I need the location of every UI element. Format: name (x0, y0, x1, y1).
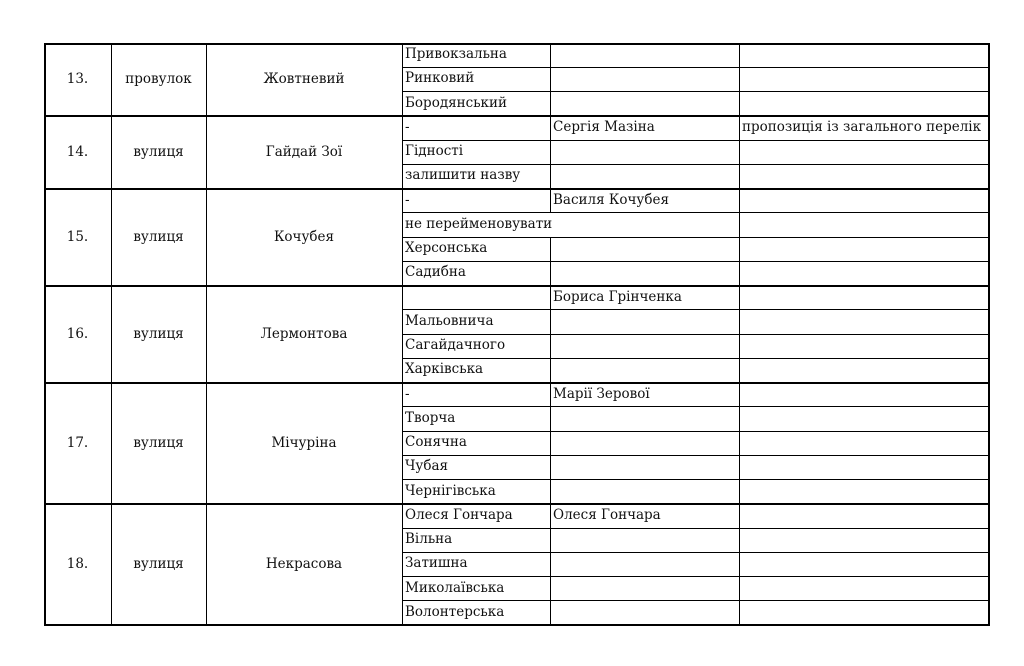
street-type: провулок (125, 71, 192, 88)
current-street-name: Некрасова (265, 556, 343, 573)
table-vline (988, 504, 990, 625)
table-hline (402, 528, 990, 529)
table-hline (402, 67, 990, 68)
table-vline (402, 286, 403, 383)
chosen-name: Василя Кочубея (553, 191, 669, 208)
current-street-name: Жовтневий (263, 71, 345, 88)
table-hline (402, 600, 990, 601)
row-number: 15. (66, 229, 89, 245)
table-vline (988, 43, 990, 116)
table-vline (739, 189, 740, 286)
street-type: вулиця (133, 229, 184, 245)
table-vline (111, 383, 112, 504)
proposed-name-option: Чубая (405, 458, 449, 475)
proposed-name-option: Херсонська (405, 240, 488, 256)
proposed-name-option: Привокзальна (405, 46, 507, 62)
proposed-name-option: - (405, 191, 410, 208)
proposed-name-option: Затишна (405, 555, 468, 572)
proposed-name-option: Сонячна (405, 434, 467, 450)
table-hline (402, 261, 990, 262)
proposed-name-option: Бородянський (405, 94, 507, 111)
table-vline (550, 116, 551, 189)
table-hline (402, 455, 990, 456)
table-vline (111, 504, 112, 625)
streets-renaming-table (44, 43, 990, 625)
table-hline (402, 552, 990, 553)
table-hline (402, 431, 990, 432)
table-vline (550, 189, 551, 213)
table-vline (44, 504, 46, 625)
table-hline (44, 188, 990, 190)
table-vline (739, 383, 740, 504)
table-vline (550, 43, 551, 116)
table-vline (44, 189, 46, 286)
table-hline (402, 91, 990, 92)
row-number: 18. (66, 556, 89, 573)
table-vline (111, 116, 112, 189)
table-hline (402, 358, 990, 359)
table-vline (44, 116, 46, 189)
table-hline (44, 285, 990, 287)
row-number: 17. (66, 435, 89, 452)
street-type: вулиця (133, 326, 184, 342)
proposed-name-option: Садибна (405, 264, 466, 281)
table-vline (206, 116, 207, 189)
table-vline (44, 286, 46, 383)
table-vline (206, 189, 207, 286)
proposed-name-option: Олеся Гончара (405, 506, 513, 523)
table-vline (402, 43, 403, 116)
table-vline (206, 286, 207, 383)
table-vline (988, 286, 990, 383)
street-type: вулиця (133, 556, 184, 573)
chosen-name: Сергія Мазіна (553, 118, 655, 135)
row-number: 13. (66, 71, 89, 88)
table-vline (550, 383, 551, 504)
street-type: вулиця (133, 144, 184, 161)
table-vline (988, 383, 990, 504)
row-number: 14. (66, 144, 89, 161)
note: пропозиція із загального перелік (742, 118, 982, 135)
proposed-name-option: Волонтерська (405, 603, 505, 620)
table-vline (988, 189, 990, 286)
table-vline (739, 286, 740, 383)
table-vline (111, 286, 112, 383)
table-vline (739, 43, 740, 116)
table-hline (44, 624, 990, 626)
table-hline (44, 503, 990, 505)
proposed-name-option: - (405, 385, 410, 402)
proposed-name-option: Сагайдачного (405, 337, 506, 353)
proposed-name-option: не перейменовувати (405, 215, 553, 232)
row-number: 16. (66, 326, 89, 342)
current-street-name: Кочубея (273, 229, 335, 245)
current-street-name: Гайдай Зої (265, 144, 343, 161)
table-vline (739, 504, 740, 625)
proposed-name-option: Мальовнича (405, 312, 494, 329)
proposed-name-option: Творча (405, 409, 456, 426)
proposed-name-option: залишити назву (405, 167, 521, 184)
proposed-name-option: Чернігівська (405, 482, 496, 499)
table-hline (402, 164, 990, 165)
table-vline (402, 116, 403, 189)
proposed-name-option: Гідності (405, 143, 464, 159)
street-type: вулиця (133, 435, 184, 452)
proposed-name-option: - (405, 118, 410, 135)
current-street-name: Лермонтова (260, 326, 348, 342)
table-vline (988, 116, 990, 189)
table-vline (206, 504, 207, 625)
table-hline (402, 334, 990, 335)
table-hline (402, 212, 990, 213)
table-vline (550, 286, 551, 383)
table-vline (44, 383, 46, 504)
table-vline (111, 189, 112, 286)
chosen-name: Олеся Гончара (553, 506, 661, 523)
chosen-name: Бориса Грінченка (553, 288, 682, 305)
table-hline (402, 406, 990, 407)
table-vline (550, 237, 551, 286)
table-hline (402, 140, 990, 141)
table-hline (402, 576, 990, 577)
table-vline (739, 116, 740, 189)
table-vline (402, 504, 403, 625)
proposed-name-option: Харківська (405, 361, 484, 378)
proposed-name-option: Миколаївська (405, 579, 505, 596)
current-street-name: Мічуріна (271, 435, 337, 452)
table-vline (402, 189, 403, 286)
proposed-name-option: Вільна (405, 531, 453, 547)
table-hline (44, 43, 990, 45)
table-hline (44, 382, 990, 384)
table-hline (402, 309, 990, 310)
table-vline (402, 383, 403, 504)
table-vline (206, 43, 207, 116)
table-hline (402, 237, 990, 238)
table-hline (44, 115, 990, 117)
table-hline (402, 479, 990, 480)
table-vline (550, 504, 551, 625)
table-vline (111, 43, 112, 116)
table-vline (44, 43, 46, 116)
proposed-name-option: Ринковий (405, 70, 475, 87)
chosen-name: Марії Зерової (553, 385, 650, 402)
table-vline (206, 383, 207, 504)
